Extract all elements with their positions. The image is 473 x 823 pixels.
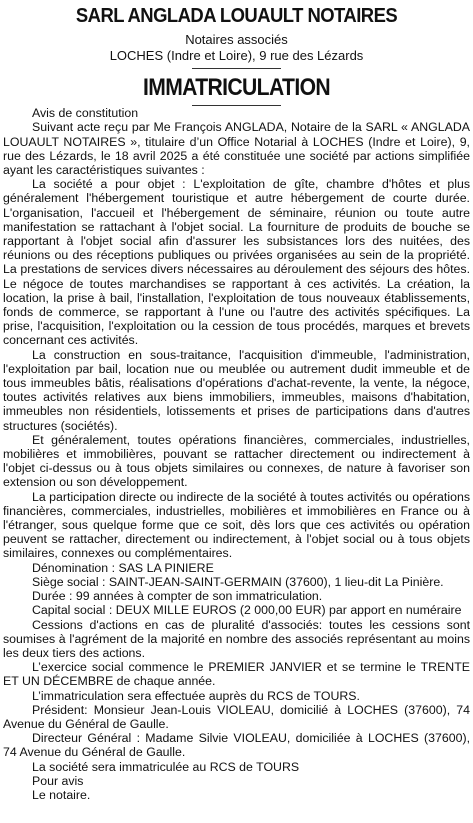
- paragraph-siege: Siège social : SAINT-JEAN-SAINT-GERMAIN (37600), 1 lieu-dit La Pinière.: [32, 574, 444, 589]
- paragraph-participation: La participation directe ou indirecte de la société à toutes activités ou opérations financières, commerciales, industrielles, mobilières et immobilières en France ou à l'étranger, sous quelque forme que ce soit, dès lors que ces activités ou opération peuvent se rattacher, directement ou indirectement, à l'objet social ou à tous objets similaires, connexes ou complémentaires.: [3, 489, 470, 561]
- paragraph-avis: Avis de constitution: [32, 106, 139, 121]
- paragraph-notaire: Le notaire.: [32, 787, 91, 802]
- header-divider: [192, 68, 281, 69]
- paragraph-cessions: Cessions d'actions en cas de pluralité d'associés: toutes les cessions sont soumises à l'agrément de la majorité en nombre des associés représentant au moins les deux tiers des actions.: [3, 617, 470, 660]
- paragraph-directeur: Directeur Général : Madame Silvie VIOLEAU, domiciliée à LOCHES (37600), 74 Avenue du Général de Gaulle.: [3, 731, 470, 760]
- paragraph-duree: Durée : 99 années à compter de son immatriculation.: [32, 589, 323, 604]
- paragraph-exercice: L’exercice social commence le PREMIER JANVIER et se termine le TRENTE ET UN DÉCEMBRE de chaque année.: [3, 660, 470, 689]
- paragraph-rcs: La société sera immatriculée au RCS de TOURS: [32, 759, 300, 774]
- subtitle-line-1: Notaires associés: [185, 32, 288, 47]
- paragraph-capital: Capital social : DEUX MILLE EUROS (2 000,00 EUR) par apport en numéraire: [32, 603, 462, 618]
- paragraph-denomination: Dénomination : SAS LA PINIERE: [32, 560, 214, 575]
- paragraph-generalement: Et généralement, toutes opérations financières, commerciales, industrielles, mobilières et immobilières, pouvant se rattacher directement ou indirectement à l'objet ci-dessus ou à tous objets similaires ou connexes, de nature à favoriser son extension ou son développement.: [3, 432, 470, 490]
- paragraph-acte: Suivant acte reçu par Me François ANGLADA, Notaire de la SARL « ANGLADA LOUAULT NOTAIRES », titulaire d’un Office Notarial à LOCHES (Indre et Loire), 9, rue des Lézards, le 18 avril 2025 a été constituée une société par actions simplifiée ayant les caractéristiques suivantes :: [3, 120, 470, 177]
- notice-body: [3, 106, 470, 802]
- paragraph-immatriculation: L’immatriculation sera effectuée auprès du RCS de TOURS.: [32, 688, 360, 703]
- paragraph-construction: La construction en sous-traitance, l'acquisition d'immeuble, l'administration, l'exploitation par bail, location nue ou meublée ou autrement dudit immeuble et de tous immeubles bâtis, réalisations d'opérations d'achat-revente, la vente, la négoce, toutes activités relatives aux biens immobiliers, immeubles, maisons d'habitation, immeubles non résidentiels, lotissements et prises de participations dans d'autres structures (sociétés).: [3, 347, 470, 433]
- paragraph-pour-avis: Pour avis: [32, 773, 84, 788]
- firm-name: SARL ANGLADA LOUAULT NOTAIRES: [75, 4, 398, 27]
- section-title: IMMATRICULATION: [142, 74, 331, 102]
- subtitle-line-2: LOCHES (Indre et Loire), 9 rue des Lézards: [109, 47, 364, 63]
- paragraph-president: Président: Monsieur Jean-Louis VIOLEAU, domicilié à LOCHES (37600), 74 Avenue du Général de Gaulle.: [3, 702, 470, 731]
- paragraph-objet: La société a pour objet : L'exploitation de gîte, chambre d'hôtes et plus généralement l'hébergement touristique et autre hébergement de courte durée. L'organisation, l'accueil et l'hébergement de séminaire, réunion ou toute autre manifestation se rattachant à l'objet social. La fourniture de produits de bouche se rapportant à l'objet social afin d'assurer les subsistances lors des nuitées, des réunions ou des réceptions publiques ou privées organisées au sein de la propriété. La prestations de services divers nécessaires au déroulement des séjours des hôtes. Le négoce de toutes marchandises se rapportant à ces activités. La création, la location, la prise à bail, l'installation, l'exploitation de tous nouveaux établissements, fonds de commerce, se rapportant à l'une ou l'autre des activités spécifiques. La prise, l'acquisition, l'exploitation ou la cession de tous procédés, marques et brevets concernant ces activités.: [3, 177, 470, 348]
